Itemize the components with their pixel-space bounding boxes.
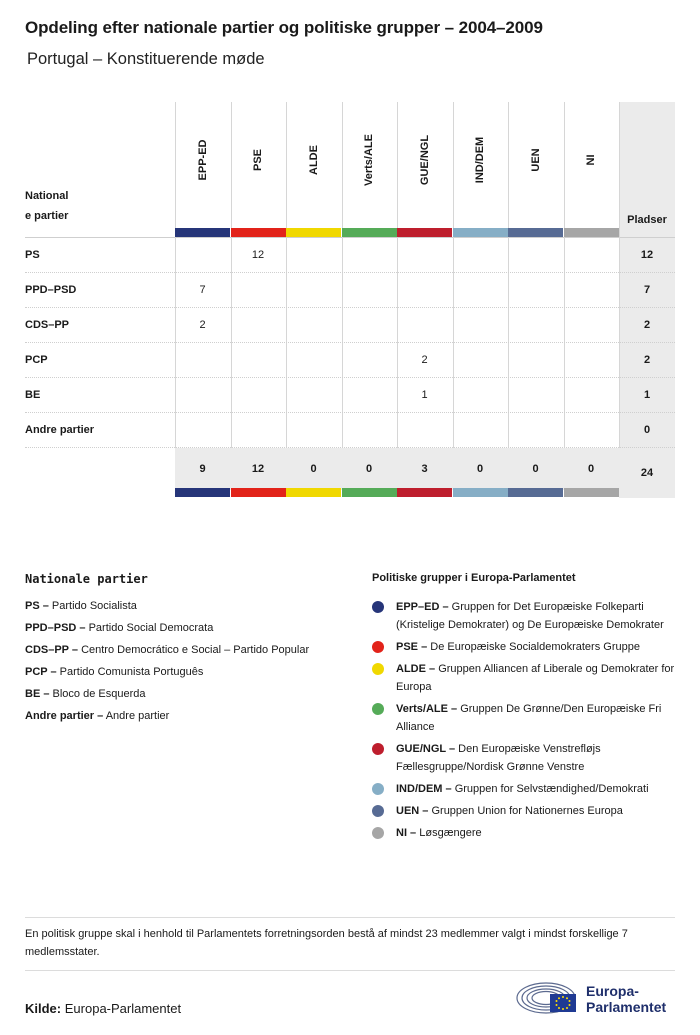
group-total-ni: 0 bbox=[587, 463, 595, 475]
group-header-epp-ed: EPP-ED bbox=[196, 139, 209, 181]
header-color-bar-epp-ed bbox=[175, 228, 230, 237]
seat-value-cell: 7 bbox=[199, 284, 206, 296]
group-legend-item: PSE – De Europæiske Socialdemokraters Gruppe bbox=[372, 638, 682, 656]
group-color-dot-icon bbox=[372, 601, 384, 613]
row-total-seats: 2 bbox=[643, 354, 651, 366]
group-total-alde: 0 bbox=[310, 463, 317, 475]
row-party-label: PS bbox=[25, 249, 40, 261]
table-row bbox=[25, 308, 675, 343]
european-parliament-logo-icon bbox=[516, 980, 580, 1016]
group-header-gue-ngl: GUE/NGL bbox=[418, 134, 431, 186]
row-party-label: PCP bbox=[25, 354, 48, 366]
group-color-dot-icon bbox=[372, 805, 384, 817]
header-color-bar-ind-dem bbox=[453, 228, 508, 237]
national-legend-item: PS – Partido Socialista bbox=[25, 600, 137, 612]
group-header-uen: UEN bbox=[529, 148, 542, 172]
group-legend-item: ALDE – Gruppen Alliancen af Liberale og Demokrater for Europa bbox=[372, 660, 682, 696]
page-title: Opdeling efter nationale partier og politiske grupper – 2004–2009 bbox=[25, 18, 543, 37]
groups-legend-title: Politiske grupper i Europa-Parlamentet bbox=[372, 572, 576, 584]
group-total-gue-ngl: 3 bbox=[421, 463, 428, 475]
group-color-dot-icon bbox=[372, 663, 384, 675]
row-total-seats: 0 bbox=[643, 424, 651, 436]
seat-value-cell: 12 bbox=[251, 249, 265, 261]
group-legend-item: EPP–ED – Gruppen for Det Europæiske Folkeparti (Kristelige Demokrater) og De Europæiske Demokrater bbox=[372, 598, 682, 634]
group-legend-item: UEN – Gruppen Union for Nationernes Europa bbox=[372, 802, 682, 820]
row-divider bbox=[25, 447, 675, 448]
header-color-bar-verts-ale bbox=[342, 228, 397, 237]
row-party-label: Andre partier bbox=[25, 424, 95, 436]
seat-value-cell: 2 bbox=[199, 319, 206, 331]
row-total-seats: 1 bbox=[643, 389, 651, 401]
header-color-bar-uen bbox=[508, 228, 563, 237]
note-divider-bottom bbox=[25, 970, 675, 971]
group-header-verts-ale: Verts/ALE bbox=[363, 134, 375, 186]
national-legend-title: Nationale partier bbox=[25, 572, 148, 586]
source-line bbox=[25, 1001, 181, 1016]
group-color-dot-icon bbox=[372, 783, 384, 795]
logo-line-2: Parlamentet bbox=[586, 999, 667, 1015]
table-row bbox=[25, 343, 675, 378]
group-color-dot-icon bbox=[372, 743, 384, 755]
table-row bbox=[25, 238, 675, 273]
group-total-epp-ed: 9 bbox=[199, 463, 206, 475]
row-total-seats: 2 bbox=[643, 319, 651, 331]
source-label: Kilde: bbox=[25, 1001, 62, 1016]
group-total-ind-dem: 0 bbox=[476, 463, 484, 475]
header-color-bar-alde bbox=[286, 228, 341, 237]
row-total-seats: 7 bbox=[643, 284, 651, 296]
row-party-label: BE bbox=[25, 389, 41, 401]
table-row bbox=[25, 273, 675, 308]
national-legend-item: PPD–PSD – Partido Social Democrata bbox=[25, 622, 214, 634]
national-legend-item: BE – Bloco de Esquerda bbox=[25, 688, 146, 700]
footnote: En politisk gruppe skal i henhold til Parlamentets forretningsorden bestå af mindst 23 medlemmer valgt i mindst forskellige 7 medlemsstater. bbox=[25, 928, 628, 958]
header-color-bar-gue-ngl bbox=[397, 228, 452, 237]
group-total-uen: 0 bbox=[532, 463, 539, 475]
group-header-pse: PSE bbox=[252, 148, 264, 172]
header-color-bar-ni bbox=[564, 228, 619, 237]
seats-header: Pladser bbox=[627, 214, 667, 226]
group-color-dot-icon bbox=[372, 641, 384, 653]
group-header-alde: ALDE bbox=[307, 145, 320, 175]
group-total-pse: 12 bbox=[251, 463, 265, 475]
national-legend-item: Andre partier – Andre partier bbox=[25, 710, 170, 722]
table-row bbox=[25, 378, 675, 413]
row-total-seats: 12 bbox=[640, 249, 654, 261]
row-party-label: PPD–PSD bbox=[25, 284, 77, 296]
header-color-bar-pse bbox=[231, 228, 286, 237]
grand-total-seats: 24 bbox=[640, 467, 654, 479]
source-value: Europa-Parlamentet bbox=[64, 1001, 182, 1016]
group-legend-item: Verts/ALE – Gruppen De Grønne/Den Europæiske Fri Alliance bbox=[372, 700, 682, 736]
table-row bbox=[25, 413, 675, 448]
group-legend-item: IND/DEM – Gruppen for Selvstændighed/Demokrati bbox=[372, 780, 682, 798]
national-legend-item: PCP – Partido Comunista Português bbox=[25, 666, 204, 678]
group-header-ind-dem: IND/DEM bbox=[474, 136, 486, 184]
row-header-label: National e partier bbox=[25, 190, 69, 222]
group-total-verts-ale: 0 bbox=[365, 463, 373, 475]
european-parliament-logo bbox=[516, 980, 686, 1020]
group-header-ni: NI bbox=[585, 154, 597, 166]
note-divider-top bbox=[25, 917, 675, 918]
seat-value-cell: 2 bbox=[421, 354, 428, 366]
row-party-label: CDS–PP bbox=[25, 319, 70, 331]
page-subtitle: Portugal – Konstituerende møde bbox=[27, 50, 265, 68]
seat-distribution-table bbox=[25, 102, 675, 498]
logo-line-1: Europa- bbox=[586, 983, 639, 999]
national-legend-item: CDS–PP – Centro Democrático e Social – Partido Popular bbox=[25, 644, 310, 656]
group-color-dot-icon bbox=[372, 703, 384, 715]
group-legend-item: NI – Løsgængere bbox=[372, 824, 682, 842]
national-parties-legend bbox=[25, 572, 365, 727]
political-groups-legend bbox=[372, 572, 682, 846]
group-color-dot-icon bbox=[372, 827, 384, 839]
seat-value-cell: 1 bbox=[421, 389, 428, 401]
group-legend-item: GUE/NGL – Den Europæiske Venstrefløjs Fællesgruppe/Nordisk Grønne Venstre bbox=[372, 740, 682, 776]
